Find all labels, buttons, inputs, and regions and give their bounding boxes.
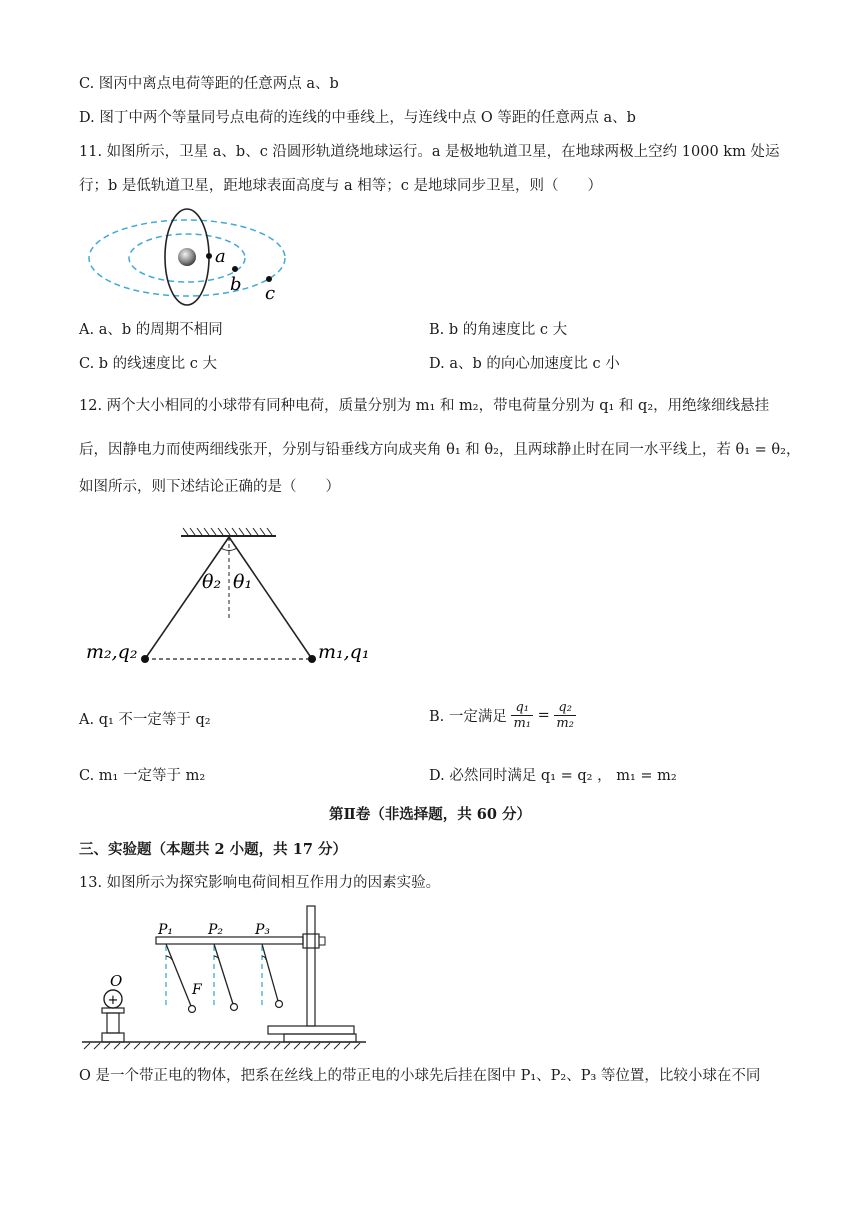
fraction-numerator: q₂ bbox=[554, 700, 576, 716]
section3-title: 三、实验题（本题共 2 小题，共 17 分） bbox=[79, 841, 347, 858]
label-F: F bbox=[192, 982, 202, 998]
q11-option-b: B. b 的角速度比 c 大 bbox=[429, 322, 568, 338]
label-a: a bbox=[215, 246, 226, 267]
q12-stem-line1: 12. 两个大小相同的小球带有同种电荷，质量分别为 m₁ 和 m₂，带电荷量分别为 q₁ 和 q₂，用绝缘细线悬挂 bbox=[79, 398, 770, 414]
right-ball-label: m₁,q₁ bbox=[318, 641, 370, 663]
q11-option-d: D. a、b 的向心加速度比 c 小 bbox=[429, 356, 620, 372]
fraction-denominator: m₁ bbox=[513, 716, 532, 731]
q12-option-b-prefix: B. 一定满足 bbox=[429, 709, 507, 725]
label-P1: P₁ bbox=[158, 922, 174, 938]
fraction-denominator: m₂ bbox=[556, 716, 574, 731]
q10-option-d: D. 图丁中两个等量同号点电荷的连线的中垂线上，与连线中点 O 等距的任意两点 a、b bbox=[79, 110, 636, 126]
q11-stem-line1: 11. 如图所示，卫星 a、b、c 沿圆形轨道绕地球运行。a 是极地轨道卫星，在地球两极上空约 1000 km 处运 bbox=[79, 144, 780, 160]
q11-stem-line2: 行；b 是低轨道卫星，距地球表面高度与 a 相等；c 是地球同步卫星，则（ ） bbox=[79, 178, 602, 194]
label-c: c bbox=[265, 283, 276, 304]
part2-title: 第Ⅱ卷（非选择题，共 60 分） bbox=[329, 806, 531, 823]
q13-stem-line2: O 是一个带正电的物体，把系在丝线上的带正电的小球先后挂在图中 P₁、P₂、P₃ 等位置，比较小球在不同 bbox=[79, 1068, 761, 1084]
fraction-q1-m1 bbox=[511, 700, 533, 731]
hanging-charges-figure bbox=[80, 526, 380, 676]
q12-option-d: D. 必然同时满足 q₁ = q₂ ， m₁ = m₂ bbox=[429, 768, 677, 784]
q11-option-c: C. b 的线速度比 c 大 bbox=[79, 356, 218, 372]
q12-option-b bbox=[429, 700, 576, 731]
fraction-numerator: q₁ bbox=[511, 700, 533, 716]
earth-icon bbox=[178, 248, 196, 266]
fraction-q2-m2 bbox=[554, 700, 576, 731]
label-O: O bbox=[110, 972, 123, 990]
theta2-label: θ₂ bbox=[202, 571, 222, 593]
q12-option-c: C. m₁ 一定等于 m₂ bbox=[79, 768, 206, 784]
equals-sign: = bbox=[537, 707, 550, 724]
left-ball-label: m₂,q₂ bbox=[86, 641, 138, 663]
q11-option-a: A. a、b 的周期不相同 bbox=[79, 322, 223, 338]
satellite-orbit-figure bbox=[70, 200, 300, 312]
theta1-label: θ₁ bbox=[233, 571, 253, 593]
label-P2: P₂ bbox=[208, 922, 224, 938]
electrostatic-experiment-figure bbox=[80, 900, 370, 1052]
label-b: b bbox=[230, 274, 242, 295]
q12-option-a: A. q₁ 不一定等于 q₂ bbox=[79, 712, 211, 728]
q10-option-c: C. 图丙中离点电荷等距的任意两点 a、b bbox=[79, 76, 339, 92]
q12-stem-line2: 后，因静电力而使两细线张开，分别与铅垂线方向成夹角 θ₁ 和 θ₂，且两球静止时在同一水平线上，若 θ₁ = θ₂， bbox=[79, 442, 801, 458]
q12-stem-line3: 如图所示，则下述结论正确的是（ ） bbox=[79, 479, 340, 495]
plus-sign: + bbox=[107, 993, 119, 1008]
q13-stem-line1: 13. 如图所示为探究影响电荷间相互作用力的因素实验。 bbox=[79, 875, 441, 891]
label-P3: P₃ bbox=[255, 922, 271, 938]
